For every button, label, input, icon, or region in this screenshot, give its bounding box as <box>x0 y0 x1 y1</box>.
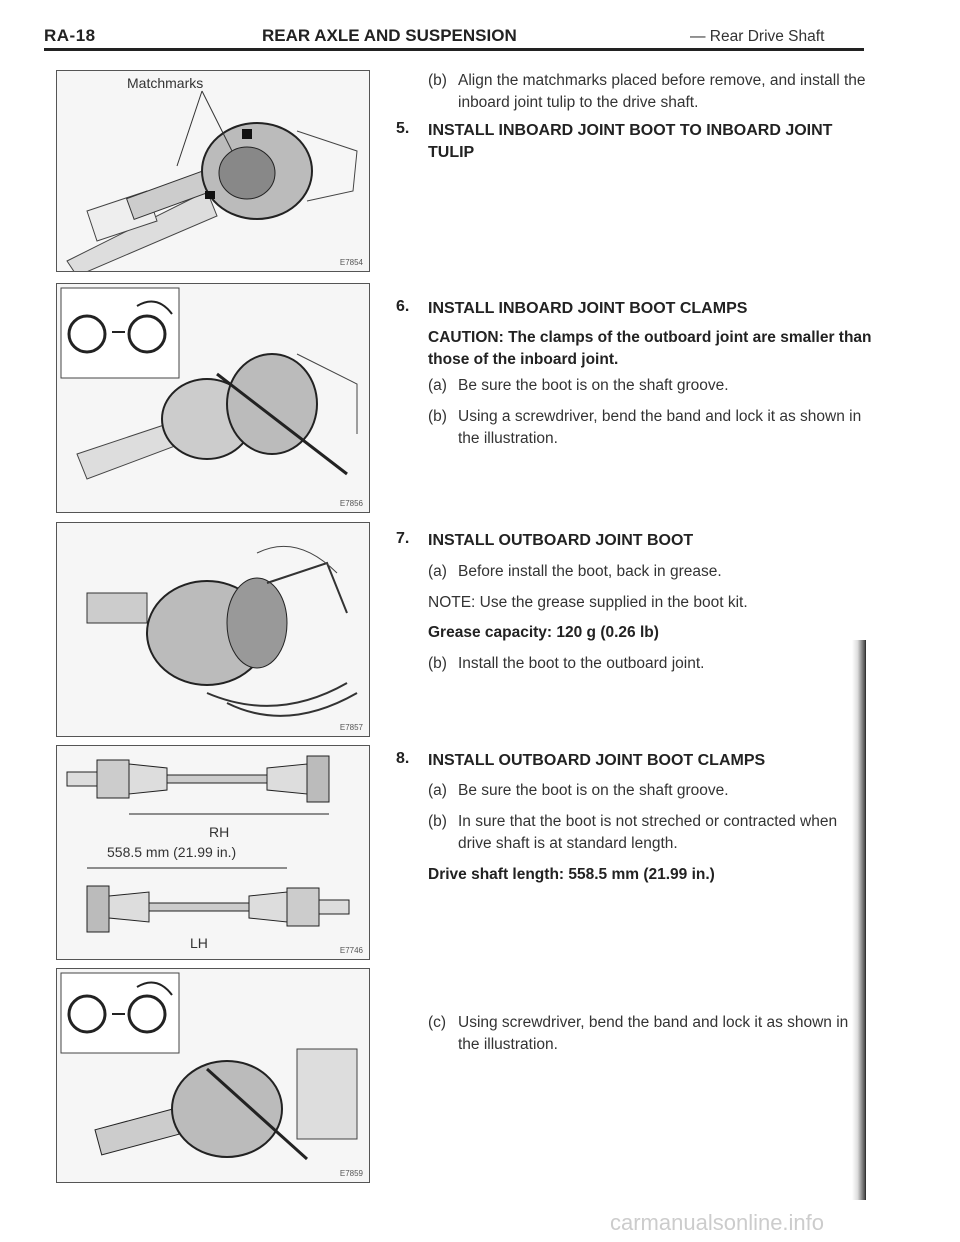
figure-inboard-clamp <box>56 283 370 513</box>
step-8-number: 8. <box>396 750 410 767</box>
grease-capacity: Grease capacity: 120 g (0.26 lb) <box>428 624 659 641</box>
length-dimension-label: 558.5 mm (21.99 in.) <box>107 844 237 860</box>
step-7b <box>428 653 872 675</box>
sub-key: (b) <box>428 655 447 672</box>
step-6b <box>428 406 872 450</box>
page-title <box>262 26 825 46</box>
figure-outboard-clamp <box>56 968 370 1183</box>
figure-id: E7854 <box>339 258 363 267</box>
inboard-clamp-illustration <box>57 284 369 512</box>
outboard-clamp-illustration <box>57 969 369 1182</box>
note-text: NOTE: Use the grease supplied in the boot kit. <box>428 594 748 611</box>
step-5-number: 5. <box>396 120 410 137</box>
figure-id: E7857 <box>339 723 363 732</box>
sub-text: Install the boot to the outboard joint. <box>458 655 705 672</box>
step-6a <box>428 375 872 397</box>
step-7a <box>428 561 872 583</box>
sub-key: (b) <box>428 72 447 89</box>
step-8a <box>428 780 872 802</box>
figure-shaft-length <box>56 745 370 960</box>
sub-text: Align the matchmarks placed before remove, and install the inboard joint tulip to the drive shaft. <box>458 72 866 111</box>
matchmarks-illustration <box>57 71 369 271</box>
sub-key: (b) <box>428 813 447 830</box>
figure-outboard-boot <box>56 522 370 737</box>
sub-text: Be sure the boot is on the shaft groove. <box>458 782 729 799</box>
section-title: REAR AXLE AND SUSPENSION <box>262 26 517 45</box>
figure-id: E7859 <box>339 1169 363 1178</box>
header-rule <box>44 48 864 51</box>
figure-id: E7746 <box>339 946 363 955</box>
rh-label: RH <box>209 824 230 840</box>
sub-text: Using a screwdriver, bend the band and lock it as shown in the illustration. <box>458 408 862 447</box>
sub-key: (c) <box>428 1014 447 1031</box>
caution-text: CAUTION: The clamps of the outboard joint are smaller than those of the inboard joint. <box>428 329 872 368</box>
sub-text: Before install the boot, back in grease. <box>458 563 722 580</box>
step-7-number: 7. <box>396 530 410 547</box>
sub-key: (a) <box>428 782 447 799</box>
sub-key: (a) <box>428 377 447 394</box>
step-6-title: INSTALL INBOARD JOINT BOOT CLAMPS <box>428 300 748 317</box>
watermark: carmanualsonline.info <box>610 1210 825 1235</box>
outboard-boot-illustration <box>57 523 369 736</box>
step-4b <box>428 70 872 114</box>
figure-matchmarks <box>56 70 370 272</box>
sub-text: Using screwdriver, bend the band and lock it as shown in the illustration. <box>458 1014 849 1053</box>
page-code: RA-18 <box>44 26 96 45</box>
matchmarks-label: Matchmarks <box>127 75 204 91</box>
step-8-title: INSTALL OUTBOARD JOINT BOOT CLAMPS <box>428 752 766 769</box>
step-7-title: INSTALL OUTBOARD JOINT BOOT <box>428 532 694 549</box>
lh-label: LH <box>190 935 208 951</box>
figure-id: E7856 <box>339 499 363 508</box>
drive-shaft-length: Drive shaft length: 558.5 mm (21.99 in.) <box>428 866 715 883</box>
sub-key: (a) <box>428 563 447 580</box>
step-6-number: 6. <box>396 298 410 315</box>
step-8b <box>428 811 872 855</box>
sub-key: (b) <box>428 408 447 425</box>
scan-edge-shadow <box>852 640 866 1200</box>
page-header <box>0 0 960 50</box>
sub-text: Be sure the boot is on the shaft groove. <box>458 377 729 394</box>
step-5-title: INSTALL INBOARD JOINT BOOT TO INBOARD JOINT TULIP <box>428 122 833 161</box>
section-subtitle: — Rear Drive Shaft <box>690 28 825 45</box>
step-8c <box>428 1012 872 1056</box>
sub-text: In sure that the boot is not streched or contracted when drive shaft is at standard length. <box>458 813 838 852</box>
